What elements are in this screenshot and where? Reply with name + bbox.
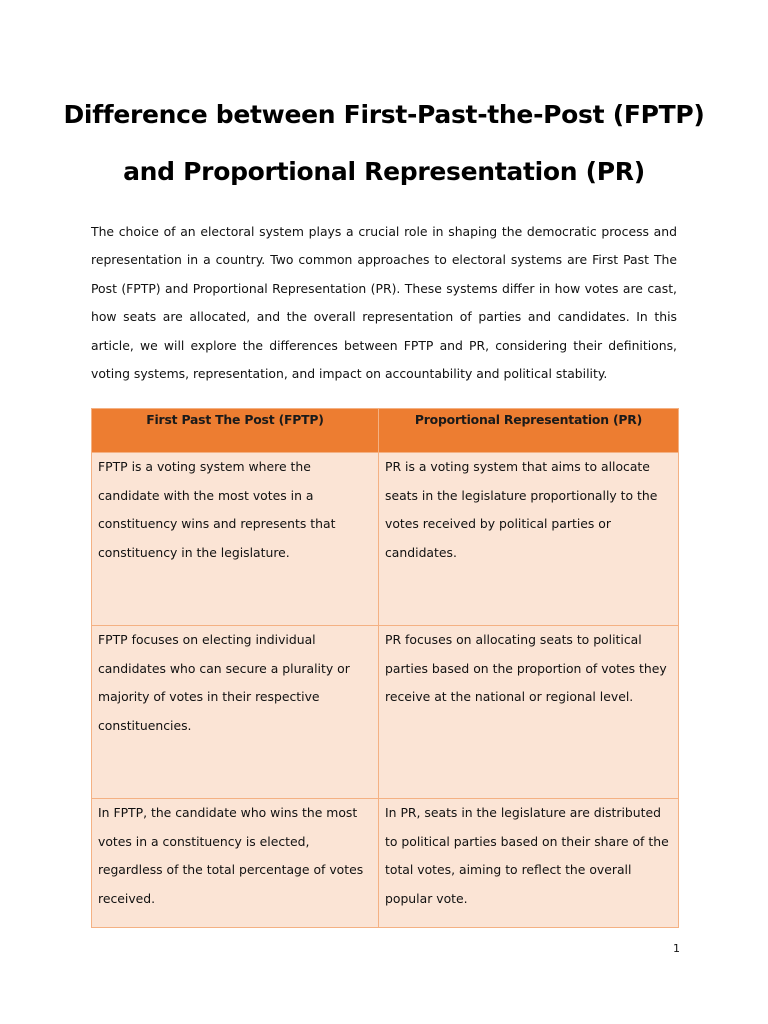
table-row [92, 799, 679, 928]
cell-pr-focus: PR focuses on allocating seats to political parties based on the proportion of votes they receive at the national or regional level. [379, 626, 679, 799]
header-fptp: First Past The Post (FPTP) [92, 409, 379, 453]
cell-fptp-focus: FPTP focuses on electing individual candidates who can secure a plurality or majority of votes in their respective constituencies. [92, 626, 379, 799]
comparison-table [91, 408, 679, 928]
cell-fptp-definition: FPTP is a voting system where the candidate with the most votes in a constituency wins and represents that constituency in the legislature. [92, 453, 379, 626]
cell-pr-election: In PR, seats in the legislature are distributed to political parties based on their share of the total votes, aiming to reflect the overall popular vote. [379, 799, 679, 928]
table-header-row [92, 409, 679, 453]
page-number: 1 [673, 942, 680, 955]
cell-pr-definition: PR is a voting system that aims to allocate seats in the legislature proportionally to the votes received by political parties or candidates. [379, 453, 679, 626]
page-title-line-2: and Proportional Representation (PR) [123, 157, 645, 186]
table-row [92, 453, 679, 626]
intro-paragraph: The choice of an electoral system plays a crucial role in shaping the democratic process and representation in a country. Two common approaches to electoral systems are First Past The Post (FPTP) and Proportional Representation (PR). These systems differ in how votes are cast, how seats are allocated, and the overall representation of parties and candidates. In this article, we will explore the differences between FPTP and PR, considering their definitions, voting systems, representation, and impact on accountability and political stability. [91, 224, 677, 382]
page-title-line-1: Difference between First-Past-the-Post (FPTP) [63, 100, 705, 129]
table-row [92, 626, 679, 799]
page-title [60, 86, 708, 200]
header-pr: Proportional Representation (PR) [379, 409, 679, 453]
cell-fptp-election: In FPTP, the candidate who wins the most votes in a constituency is elected, regardless of the total percentage of votes received. [92, 799, 379, 928]
